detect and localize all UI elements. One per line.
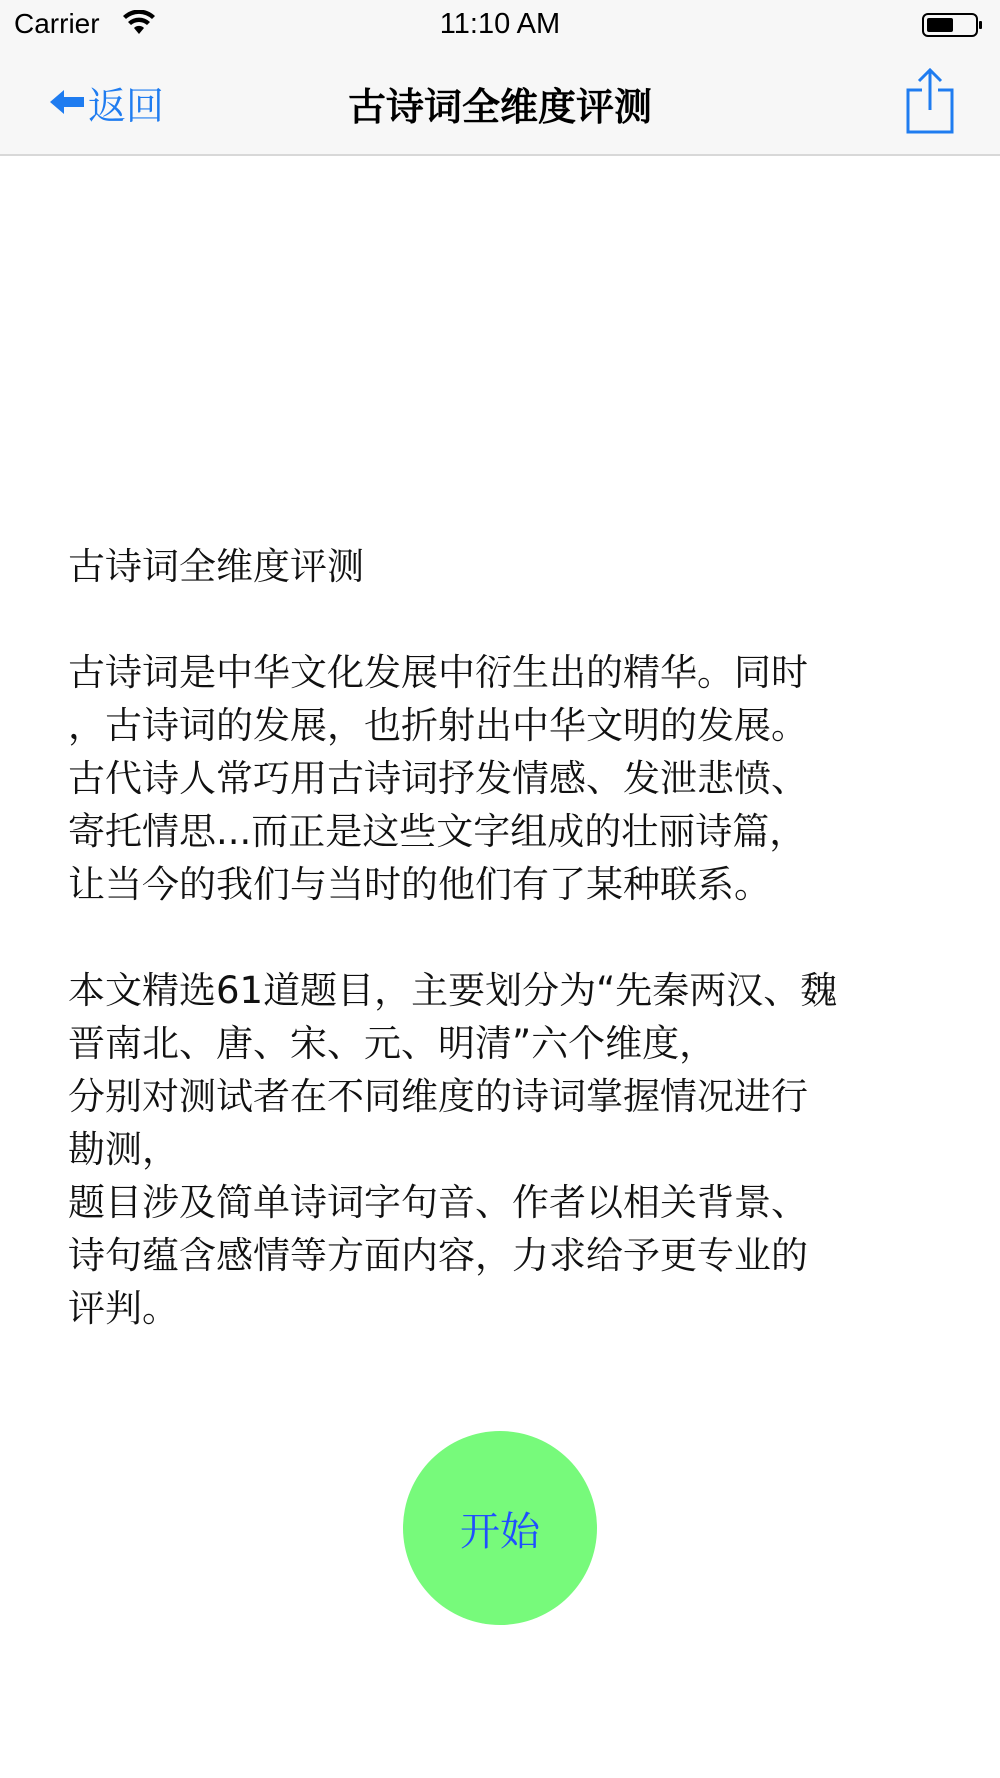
battery-icon bbox=[922, 12, 984, 38]
navigation-bar bbox=[0, 52, 1000, 156]
intro-content bbox=[68, 540, 948, 1335]
share-icon[interactable] bbox=[904, 66, 956, 136]
spacer bbox=[68, 911, 948, 964]
carrier-label: Carrier bbox=[14, 8, 100, 39]
back-label: 返回 bbox=[88, 83, 165, 128]
intro-paragraph-1: 古诗词是中华文化发展中衍生出的精华。同时 ，古诗词的发展，也折射出中华文明的发展。 古代诗人常巧用古诗词抒发情感、发泄悲愤、 寄托情思...而正是这些文字组成的壮丽诗篇， 让当今的我们与当时的他们有了某种联系。 bbox=[68, 651, 808, 906]
start-button[interactable] bbox=[403, 1431, 597, 1625]
spacer bbox=[68, 593, 948, 646]
intro-heading: 古诗词全维度评测 bbox=[68, 545, 364, 588]
page-title: 古诗词全维度评测 bbox=[347, 85, 652, 129]
start-button-label: 开始 bbox=[460, 1508, 540, 1555]
status-bar bbox=[0, 0, 1000, 52]
intro-paragraph-2: 本文精选61道题目，主要划分为“先秦两汉、魏 晋南北、唐、宋、元、明清”六个维度， 分别对测试者在不同维度的诗词掌握情况进行 勘测， 题目涉及简单诗词字句音、作者以相关背景、 诗句蕴含感情等方面内容，力求给予更专业的 评判。 bbox=[68, 969, 838, 1330]
status-time: 11:10 AM bbox=[439, 8, 561, 40]
